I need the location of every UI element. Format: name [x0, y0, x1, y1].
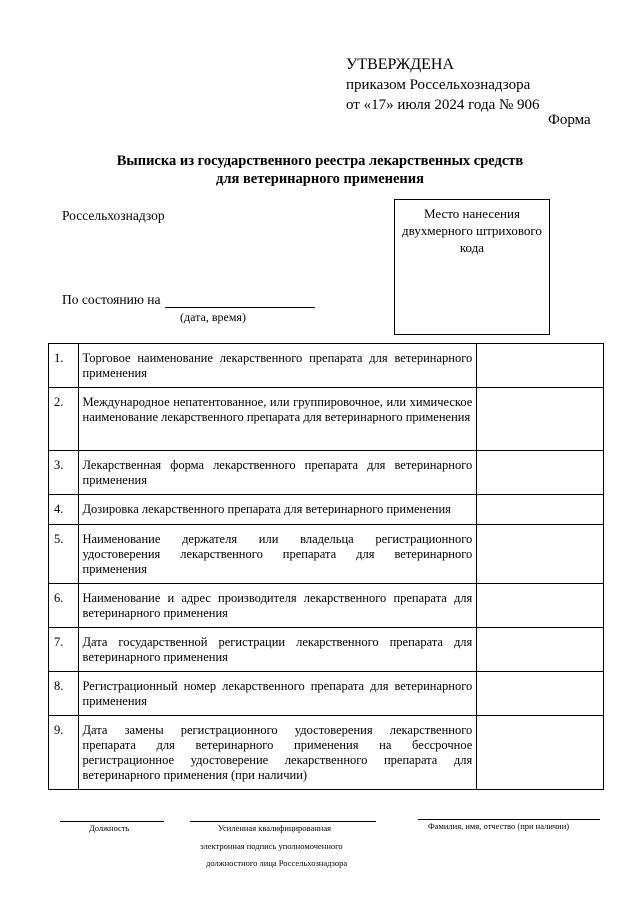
order-line-2: от «17» июля 2024 года № 906 [346, 97, 540, 113]
row-number: 7. [49, 628, 79, 672]
signature-caption-2: электронная подпись уполномоченного [200, 841, 343, 851]
row-value-cell[interactable] [477, 495, 604, 525]
row-value-cell[interactable] [477, 525, 604, 584]
row-value-cell[interactable] [477, 388, 604, 451]
full-name-signature-line [418, 819, 600, 820]
table-row [49, 628, 604, 672]
row-label: Дата замены регистрационного удостоверения лекарственного препарата для ветеринарного применения на бессрочное регистрационное удостоверение лекарственного препарата для ветеринарного применения (при наличии) [78, 716, 477, 790]
table-row [49, 344, 604, 388]
barcode-text-2: двухмерного штрихового [402, 223, 542, 238]
row-label: Дата государственной регистрации лекарственного препарата для ветеринарного применения [78, 628, 477, 672]
form-label: Форма [548, 112, 591, 128]
row-value-cell[interactable] [477, 716, 604, 790]
row-label: Наименование и адрес производителя лекарственного препарата для ветеринарного применения [78, 584, 477, 628]
as-of-blank-line[interactable] [165, 293, 315, 308]
row-number: 4. [49, 495, 79, 525]
row-number: 6. [49, 584, 79, 628]
table-row [49, 584, 604, 628]
row-label: Дозировка лекарственного препарата для ветеринарного применения [78, 495, 477, 525]
row-value-cell[interactable] [477, 584, 604, 628]
full-name-caption: Фамилия, имя, отчество (при наличии) [428, 821, 570, 831]
title-line-1: Выписка из государственного реестра лекарственных средств [116, 153, 524, 169]
row-value-cell[interactable] [477, 344, 604, 388]
row-number: 2. [49, 388, 79, 451]
row-value-cell[interactable] [477, 628, 604, 672]
digital-signature-line [190, 821, 376, 822]
table-row [49, 451, 604, 495]
barcode-text-1: Место нанесения [424, 206, 520, 221]
barcode-text-3: кода [459, 240, 485, 255]
as-of-field [62, 292, 315, 308]
row-number: 8. [49, 672, 79, 716]
approved-label: УТВЕРЖДЕНА [346, 56, 455, 73]
row-label: Лекарственная форма лекарственного препарата для ветеринарного применения [78, 451, 477, 495]
signature-caption-1: Усиленная квалифицированная [218, 823, 332, 833]
row-label: Наименование держателя или владельца регистрационного удостоверения лекарственного препарата для ветеринарного применения [78, 525, 477, 584]
as-of-label: По состоянию на [62, 292, 161, 307]
approval-block [346, 55, 540, 115]
row-label: Торговое наименование лекарственного препарата для ветеринарного применения [78, 344, 477, 388]
row-label: Международное непатентованное, или группировочное, или химическое наименование лекарственного препарата для ветеринарного применения [78, 388, 477, 451]
barcode-placeholder-box [394, 199, 550, 335]
table-row [49, 495, 604, 525]
table-row [49, 716, 604, 790]
organization-name: Россельхознадзор [62, 208, 165, 223]
position-caption: Должность [89, 823, 130, 833]
position-signature-line [60, 821, 164, 822]
signature-caption-3: должностного лица Россельхознадзора [206, 858, 348, 868]
table-row [49, 525, 604, 584]
registry-table [48, 343, 604, 790]
title-line-2: для ветеринарного применения [216, 171, 424, 187]
table-row [49, 388, 604, 451]
table-row [49, 672, 604, 716]
row-label: Регистрационный номер лекарственного препарата для ветеринарного применения [78, 672, 477, 716]
order-line-1: приказом Россельхознадзора [346, 77, 531, 93]
row-number: 5. [49, 525, 79, 584]
row-number: 3. [49, 451, 79, 495]
row-number: 1. [49, 344, 79, 388]
as-of-caption: (дата, время) [180, 310, 246, 324]
row-value-cell[interactable] [477, 451, 604, 495]
document-title [0, 152, 640, 188]
row-number: 9. [49, 716, 79, 790]
row-value-cell[interactable] [477, 672, 604, 716]
